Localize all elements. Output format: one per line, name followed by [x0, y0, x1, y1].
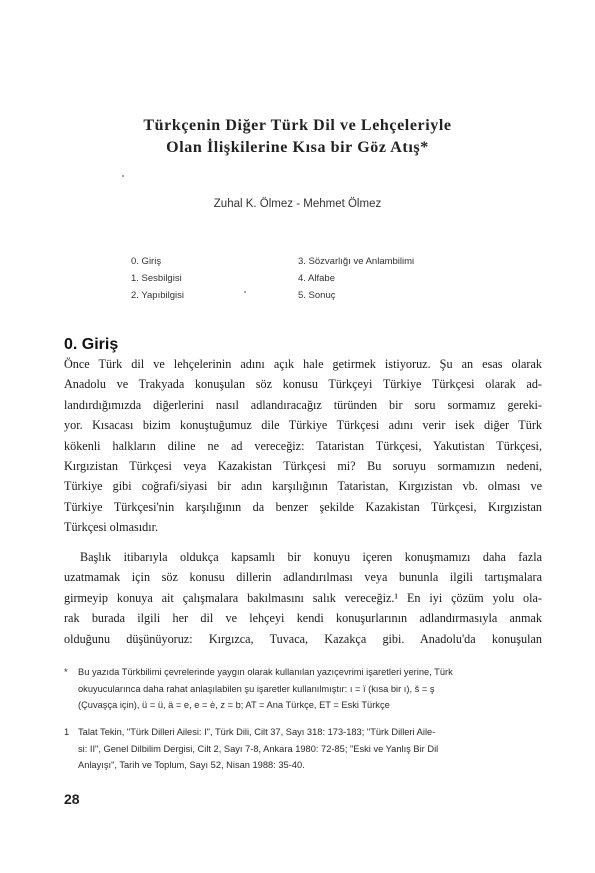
scan-speck	[244, 291, 246, 293]
toc-item: 0. Giriş	[131, 256, 162, 267]
article-title-line-1: Türkçenin Diğer Türk Dil ve Lehçeleriyle	[143, 117, 452, 134]
footnote-line: Bu yazıda Türkbilimi çevrelerinde yaygın olarak kullanılan yazıçevrimi işaretleri yerine, Türk	[78, 667, 453, 677]
paragraph-line: kökenli halkların diline ne ad vereceğiz: Tataristan Türkçesi, Yakutistan Türkçesi,	[64, 438, 542, 453]
paragraph-line: uzatmamak için söz konusu dillerin adlandırılması veya bununla ilgili tartışmalara	[64, 570, 542, 585]
paragraph-2	[64, 547, 542, 649]
toc-left-column	[131, 253, 184, 304]
paragraph-line: landırdığımızda diğerlerini nasıl adlandıracağız türünden bir soru sormamız gereki-	[64, 397, 542, 412]
page-number: 28	[64, 791, 80, 807]
footnote-marker: *	[64, 667, 68, 677]
footnote-star	[64, 664, 542, 714]
paragraph-line: Kırgızistan Türkçesi veya Kazakistan Türkçesi mi? Bu soruyu sormamızın nedeni,	[64, 459, 542, 474]
paragraph-line: girmeyip konuya ait çalışmalara bakılmasını salık vereceğiz.¹ En iyi çözüm yolu ola-	[64, 590, 542, 605]
authors: Zuhal K. Ölmez - Mehmet Ölmez	[213, 198, 382, 210]
footnote-line: si: II", Genel Dilbilim Dergisi, Cilt 2, Sayı 7-8, Ankara 1980: 72-85; "Eski ve Yanlış Bir Dil	[78, 743, 439, 754]
footnote-line: okuyucularınca daha rahat anlaşılabilen şu işaretler kullanılmıştır: ı = ï (kısa bir ı), š = ş	[78, 683, 435, 694]
toc-right-column	[298, 253, 414, 304]
paragraph-line: yor. Kısacası bizim konuştuğumuz dile Türkiye Türkçesi adını verir isek diğer Türk	[64, 418, 542, 433]
scan-speck	[122, 175, 124, 177]
paragraph-line: Türkiye Türkçesi'nin karşılığının da benzer şekilde Kazakistan Türkçesi, Kırgızistan	[64, 499, 542, 514]
toc-item: 1. Sesbilgisi	[131, 273, 182, 284]
toc-item: 2. Yapıbilgisi	[131, 290, 184, 301]
footnote-line: (Çuvaşça için), ü = ü, ä = e, e = ė, z = b; AT = Ana Türkçe, ET = Eski Türkçe	[78, 700, 390, 710]
paragraph-line: rak burada ilgili her dil ve lehçeyi kendi konuşurlarının adlandırmasıyla anmak	[64, 611, 542, 626]
footnote-marker: 1	[64, 727, 70, 737]
paragraph-1	[64, 354, 542, 538]
paragraph-line: olduğunu düşünüyoruz: Kırgızca, Tuvaca, Kazakça gibi. Anadolu'da konuşulan	[64, 631, 542, 646]
footnote-1	[64, 724, 542, 774]
section-heading: 0. Giriş	[64, 336, 119, 353]
toc-item: 4. Alfabe	[298, 273, 335, 284]
article-title-line-2: Olan İlişkilerine Kısa bir Göz Atış*	[166, 139, 429, 156]
paragraph-line: Anadolu ve Trakyada konuşulan söz konusu Türkçeyi Türkiye Türkçesi olarak ad-	[64, 377, 542, 392]
paragraph-line: Türkçesi olmasıdır.	[64, 520, 159, 535]
toc-item: 5. Sonuç	[298, 290, 336, 301]
paragraph-line: Başlık itibarıyla oldukça kapsamlı bir konuyu içeren konuşmamızı daha fazla	[80, 550, 542, 564]
footnote-line: Talat Tekin, "Türk Dilleri Ailesi: I", Türk Dili, Cilt 37, Sayı 318: 173-183; "Türk Dilleri Aile-	[78, 727, 436, 737]
toc-item: 3. Sözvarlığı ve Anlambilimi	[298, 256, 415, 267]
footnote-line: Anlayışı", Tarih ve Toplum, Sayı 52, Nisan 1988: 35-40.	[78, 760, 305, 770]
paragraph-line: Türkiye gibi coğrafi/siyasi bir adın karşılığının Tataristan, Kırgızistan vb. olması ve	[64, 479, 542, 494]
paragraph-line: Önce Türk dil ve lehçelerinin adını açık hale getirmek istiyoruz. Şu an esas olarak	[64, 357, 542, 371]
